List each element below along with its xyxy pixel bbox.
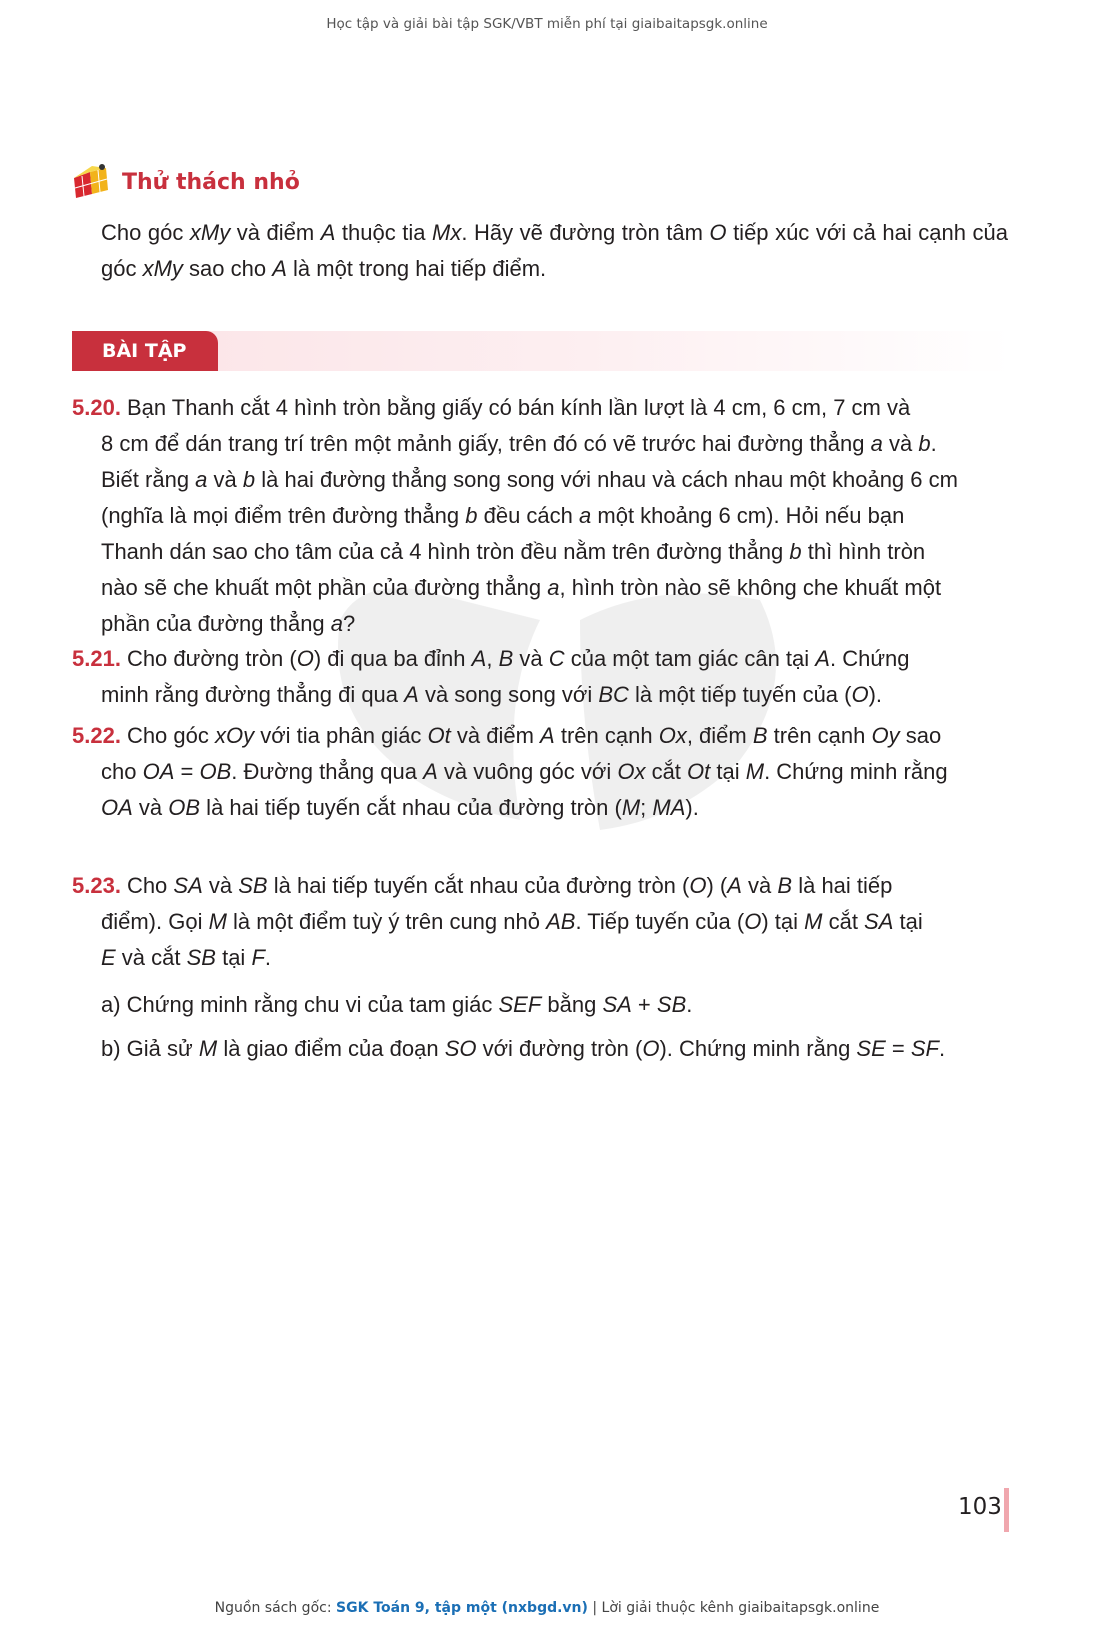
exercise-5-23-part-a: a) Chứng minh rằng chu vi của tam giác SEF bằng SA + SB. <box>101 992 693 1017</box>
footer-prefix: Nguồn sách gốc: <box>214 1600 337 1616</box>
footer-source-link[interactable]: SGK Toán 9, tập một (nxbgd.vn) <box>336 1600 588 1616</box>
exercise-5-22: 5.22. Cho góc xOy với tia phân giác Ot và điểm A trên cạnh Ox, điểm B trên cạnh Oy sao cho OA = OB. Đường thẳng qua A và vuông góc với Ox cắt Ot tại M. Chứng minh rằng OA và OB là hai tiếp tuyến cắt nhau của đường tròn (M; MA). <box>72 723 948 820</box>
page-number-bar <box>1004 1488 1009 1532</box>
exercise-number: 5.23. <box>72 873 121 898</box>
puzzle-cube-icon <box>72 164 112 200</box>
page-number: 103 <box>958 1494 1002 1520</box>
exercise-text: Cho SA và SB là hai tiếp tuyến cắt nhau của đường tròn (O) (A và B là hai tiếp <box>126 873 893 898</box>
section-label: BÀI TẬP <box>72 331 218 371</box>
challenge-title: Thử thách nhỏ <box>122 169 300 195</box>
exercise-text: Cho đường tròn (O) đi qua ba đỉnh A, B và C của một tam giác cân tại A. Chứng <box>126 646 910 671</box>
exercise-5-23-part-b: b) Giả sử M là giao điểm của đoạn SO với đường tròn (O). Chứng minh rằng SE = SF. <box>101 1036 946 1061</box>
exercise-number: 5.21. <box>72 646 121 671</box>
exercise-5-23: 5.23. Cho SA và SB là hai tiếp tuyến cắt nhau của đường tròn (O) (A và B là hai tiếp điểm). Gọi M là một điểm tuỳ ý trên cung nhỏ AB. Tiếp tuyến của (O) tại M cắt SA tại E và cắt SB tại F. <box>72 873 923 970</box>
challenge-heading <box>72 164 300 200</box>
exercise-number: 5.22. <box>72 723 121 748</box>
footer-suffix: | Lời giải thuộc kênh giaibaitapsgk.online <box>587 1600 880 1616</box>
footer-note <box>0 1600 1094 1616</box>
exercise-number: 5.20. <box>72 395 121 420</box>
exercise-text: Cho góc xOy với tia phân giác Ot và điểm A trên cạnh Ox, điểm B trên cạnh Oy sao <box>126 723 942 748</box>
exercise-5-20: 5.20. Bạn Thanh cắt 4 hình tròn bằng giấy có bán kính lần lượt là 4 cm, 6 cm, 7 cm và 8 cm để dán trang trí trên một mảnh giấy, trên đó có vẽ trước hai đường thẳng a và b. Biết rằng a và b là hai đường thẳng song song với nhau và cách nhau một khoảng 6 cm (nghĩa là mọi điểm trên đường thẳng b đều cách a một khoảng 6 cm). Hỏi nếu bạn Thanh dán sao cho tâm của cả 4 hình tròn đều nằm trên đường thẳng b thì hình tròn nào sẽ che khuất một phần của đường thẳng a, hình tròn nào sẽ không che khuất một phần của đường thẳng a? <box>72 395 958 636</box>
header-note: Học tập và giải bài tập SGK/VBT miễn phí tại giaibaitapsgk.online <box>326 16 768 32</box>
challenge-text: Cho góc xMy và điểm A thuộc tia Mx. Hãy vẽ đường tròn tâm O tiếp xúc với cả hai cạnh của góc xMy sao cho A là một trong hai tiếp điểm. <box>101 220 1009 281</box>
exercise-text: Bạn Thanh cắt 4 hình tròn bằng giấy có bán kính lần lượt là 4 cm, 6 cm, 7 cm và <box>126 395 911 420</box>
exercise-5-21: 5.21. Cho đường tròn (O) đi qua ba đỉnh A, B và C của một tam giác cân tại A. Chứng minh rằng đường thẳng đi qua A và song song với BC là một tiếp tuyến của (O). <box>72 646 910 707</box>
